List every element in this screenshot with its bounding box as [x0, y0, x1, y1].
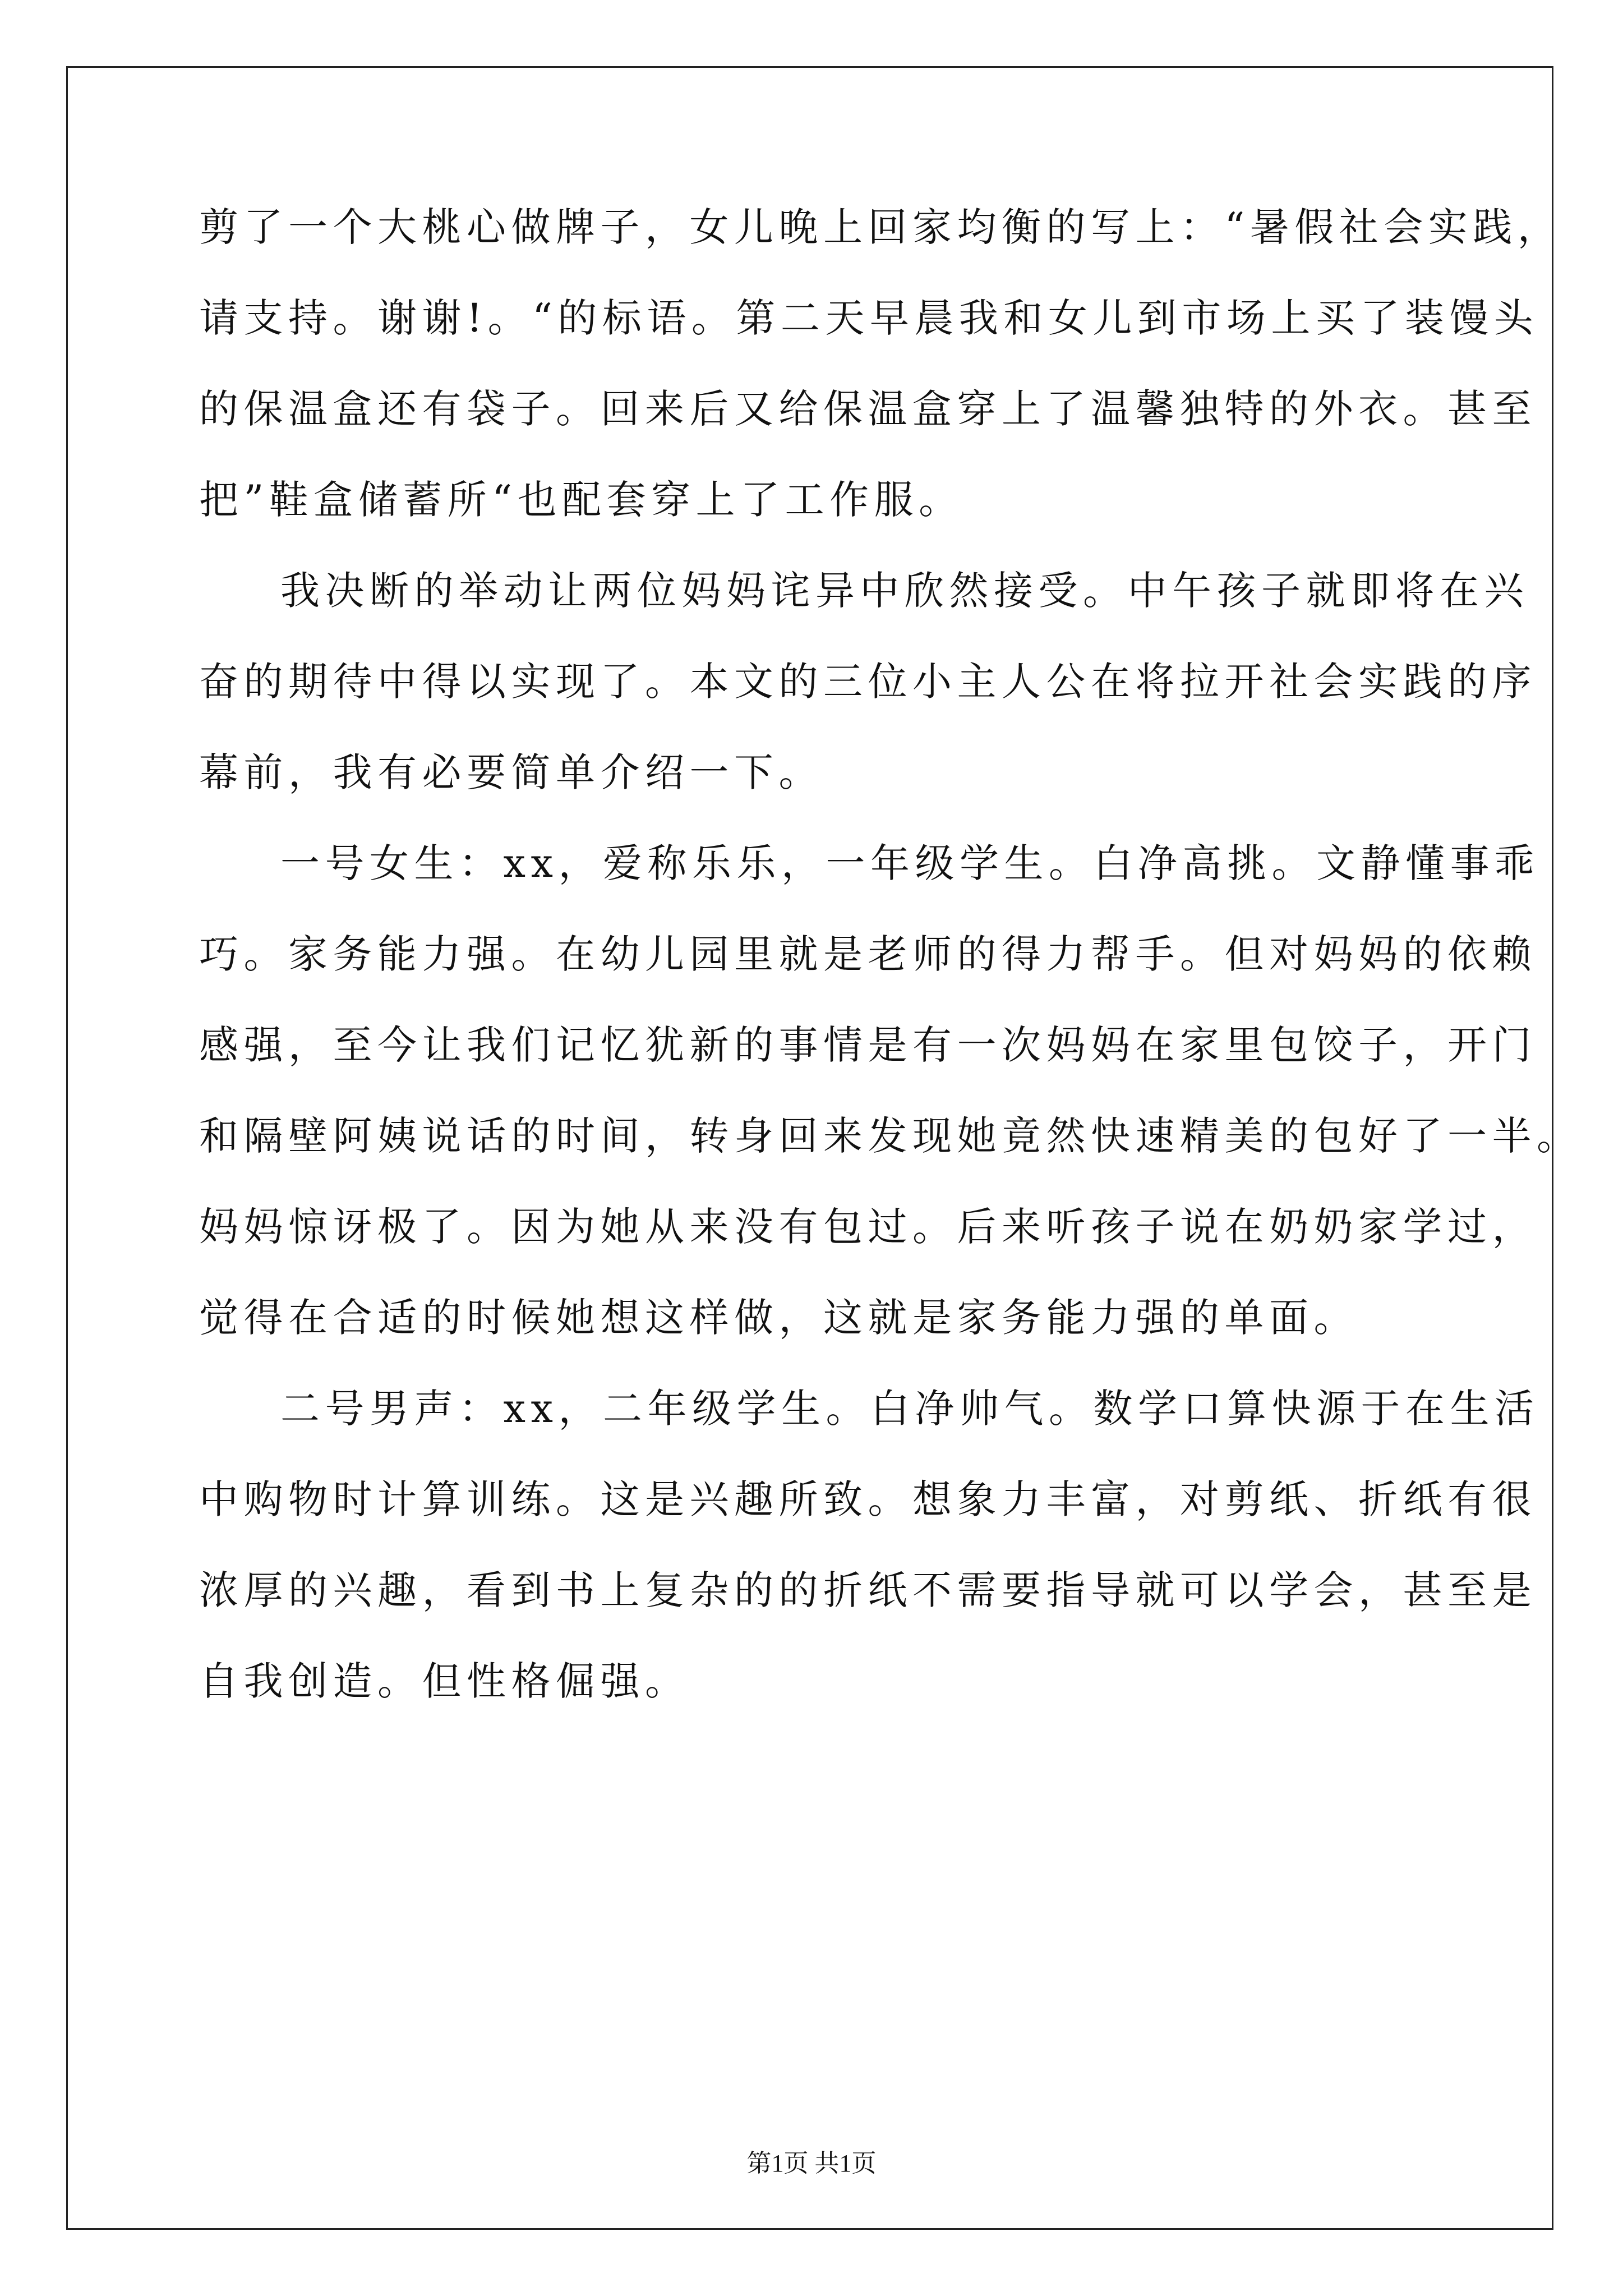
page-footer: 第1页 共1页 — [746, 2150, 877, 2177]
